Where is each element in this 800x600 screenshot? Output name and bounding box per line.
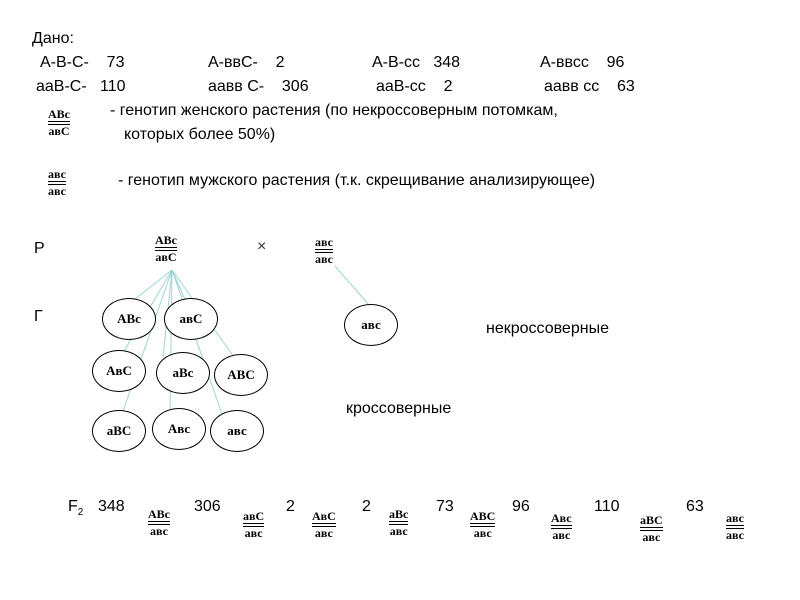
female-genotype-fraction: АВс авС (48, 107, 70, 138)
female-parent-fraction: АВс авС (155, 233, 177, 264)
given-row2-item: ааВ-С- 110 (36, 78, 126, 95)
given-row2-item: ааВ-сс 2 (376, 78, 453, 95)
gametes-label: Г (34, 308, 43, 325)
male-gamete-circle: авс (344, 304, 398, 346)
f2-genotype-fraction: авС авс (243, 509, 265, 540)
female-genotype-text: - генотип женского растения (по некроссоверным потомкам, (110, 102, 558, 119)
given-row1-item: А-В-сс 348 (372, 54, 461, 71)
given-row2-item: аавв сс 63 (544, 78, 635, 95)
male-genotype-fraction: авс авс (48, 167, 66, 198)
cross-symbol: × (257, 238, 267, 255)
line-male-gamete (335, 266, 369, 305)
f2-count: 96 (512, 498, 530, 515)
f2-genotype-fraction: аВс авс (389, 507, 409, 538)
f2-genotype-fraction: Авс авс (551, 511, 572, 542)
given-row1-item: А-ввсс 96 (540, 54, 625, 71)
f2-genotype-fraction: АВс авс (148, 507, 170, 538)
f2-genotype-fraction: аВС авс (640, 513, 663, 544)
f2-label: $F_2$ (68, 498, 84, 519)
male-genotype-text: - генотип мужского растения (т.к. скрещивание анализирующее) (118, 172, 596, 189)
given-heading: Дано: (32, 30, 74, 47)
f2-count: 73 (436, 498, 454, 515)
male-parent-fraction: авс авс (315, 235, 333, 266)
f2-genotype-fraction: АВС авс (470, 509, 496, 540)
noncrossover-label: некроссоверные (486, 320, 609, 337)
gamete-circle: АВс (102, 298, 156, 340)
parents-label: Р (34, 240, 45, 257)
given-row1-item: А-ввС- 2 (208, 54, 285, 71)
f2-count: 348 (98, 498, 125, 515)
gamete-circle: аВс (156, 352, 210, 394)
gamete-circle: авС (164, 298, 218, 340)
crossover-label: кроссоверные (346, 400, 452, 417)
f2-count: 2 (362, 498, 371, 515)
given-row1-item: А-В-С- 73 (40, 54, 125, 71)
gamete-circle: АвС (92, 350, 146, 392)
gamete-circle: аВС (92, 410, 146, 452)
given-row2-item: аавв С- 306 (208, 78, 309, 95)
gamete-circle: Авс (152, 408, 206, 450)
gamete-circle: авс (210, 410, 264, 452)
female-genotype-text-cont: которых более 50%) (124, 126, 276, 143)
f2-genotype-fraction: АвС авс (312, 509, 336, 540)
gamete-circle: АВС (214, 354, 268, 396)
f2-count: 110 (594, 498, 620, 515)
f2-genotype-fraction: авс авс (726, 511, 744, 542)
f2-count: 63 (686, 498, 704, 515)
f2-count: 306 (194, 498, 221, 515)
f2-count: 2 (286, 498, 295, 515)
